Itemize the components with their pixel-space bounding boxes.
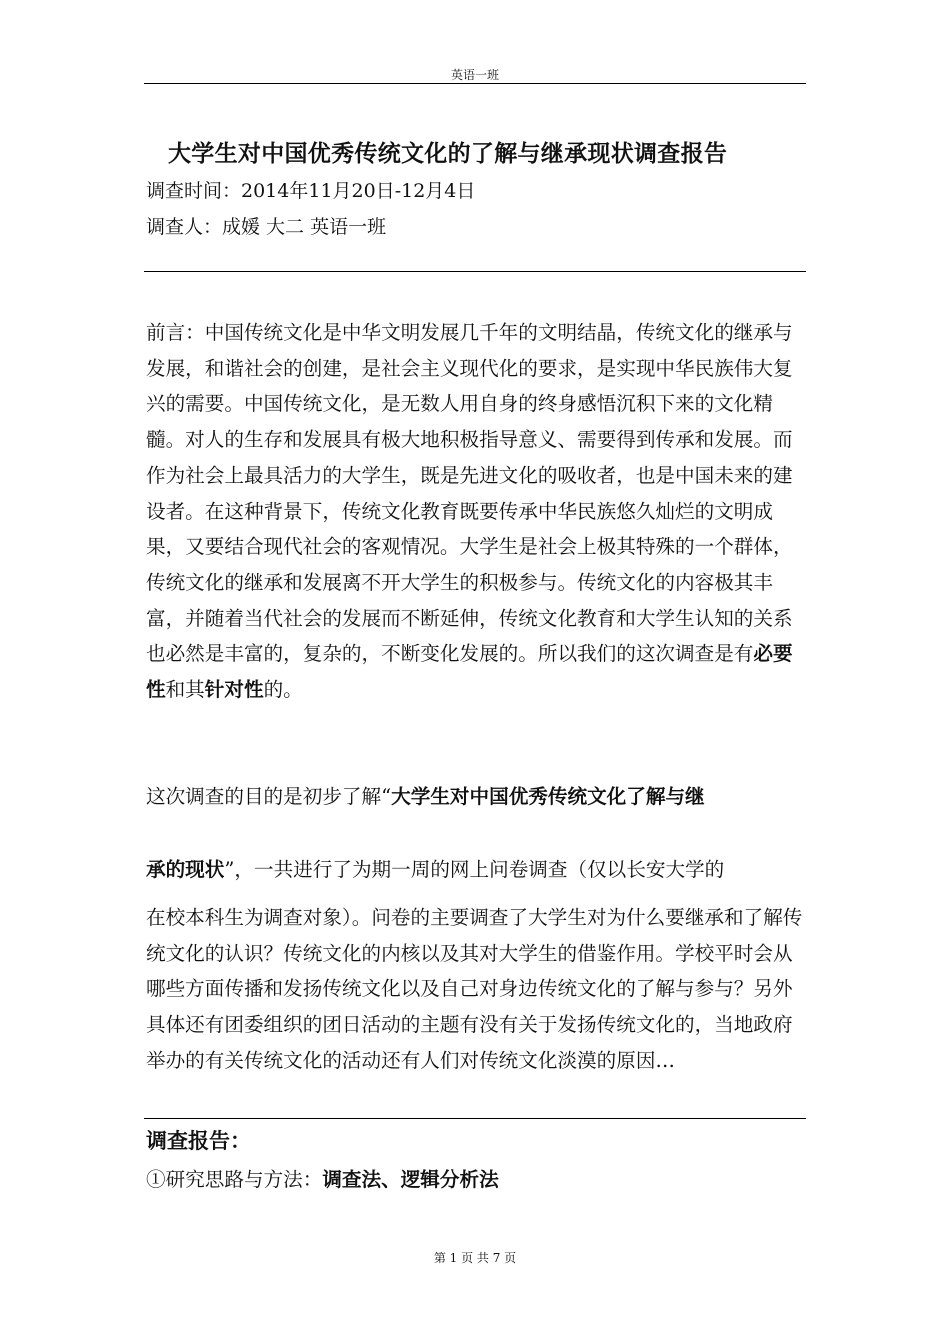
goal-line-2-text: ”，一共进行了为期一周的网上问卷调查（仅以长安大学的 [224, 858, 725, 881]
intro-mid: 和其 [165, 678, 205, 702]
method-bold: 调查法、逻辑分析法 [322, 1168, 499, 1191]
header-divider [144, 83, 806, 84]
goal-prefix: 这次调查的目的是初步了解“ [146, 785, 392, 808]
report-heading: 调查报告： [146, 1129, 251, 1153]
goal-bold-1: 大学生对中国优秀传统文化了解与继 [391, 785, 705, 808]
method-prefix: ①研究思路与方法： [146, 1168, 323, 1191]
page-header: 英语一班 [450, 68, 499, 82]
survey-person: 调查人：成媛 大二 英语一班 [146, 216, 387, 238]
goal-line-2 [146, 852, 810, 888]
section-divider [144, 1118, 806, 1119]
intro-bold-necessity: 必要性 [146, 642, 793, 702]
intro-bold-pertinence: 针对性 [204, 678, 264, 702]
intro-end: 的。 [263, 678, 303, 702]
title-divider [144, 271, 806, 272]
intro-paragraph [146, 315, 810, 708]
report-title: 大学生对中国优秀传统文化的了解与继承现状调查报告 [168, 141, 728, 167]
survey-time: 调查时间：2014年11月20日-12月4日 [146, 180, 476, 202]
method-line [146, 1163, 499, 1192]
page-footer: 第 1 页 共 7 页 [433, 1251, 517, 1265]
goal-bold-2: 承的现状 [146, 858, 225, 881]
intro-text: 前言：中国传统文化是中华文明发展几千年的文明结晶，传统文化的继承与发展，和谐社会的创建，是社会主义现代化的要求，是实现中华民族伟大复兴的需要。中国传统文化，是无数人用自身的终身感悟沉积下来的文化精髓。对人的生存和发展具有极大地积极指导意义、需要得到传承和发展。而作为社会上最具活力的大学生，既是先进文化的吸收者，也是中国未来的建设者。在这种背景下，传统文化教育既要传承中华民族悠久灿烂的文明成果，又要结合现代社会的客观情况。大学生是社会上极其特殊的一个群体，传统文化的继承和发展离不开大学生的积极参与。传统文化的内容极其丰富，并随着当代社会的发展而不断延伸，传统文化教育和大学生认知的关系也必然是丰富的，复杂的，不断变化发展的。所以我们的这次调查是有 [146, 321, 793, 666]
goal-paragraph-rest: 在校本科生为调查对象）。问卷的主要调查了大学生对为什么要继承和了解传统文化的认识？传统文化的内核以及其对大学生的借鉴作用。学校平时会从哪些方面传播和发扬传统文化以及自己对身边传统文化的了解与参与？另外具体还有团委组织的团日活动的主题有没有关于发扬传统文化的，当地政府举办的有关传统文化的活动还有人们对传统文化淡漠的原因… [146, 906, 803, 1072]
goal-line-1 [146, 779, 810, 815]
